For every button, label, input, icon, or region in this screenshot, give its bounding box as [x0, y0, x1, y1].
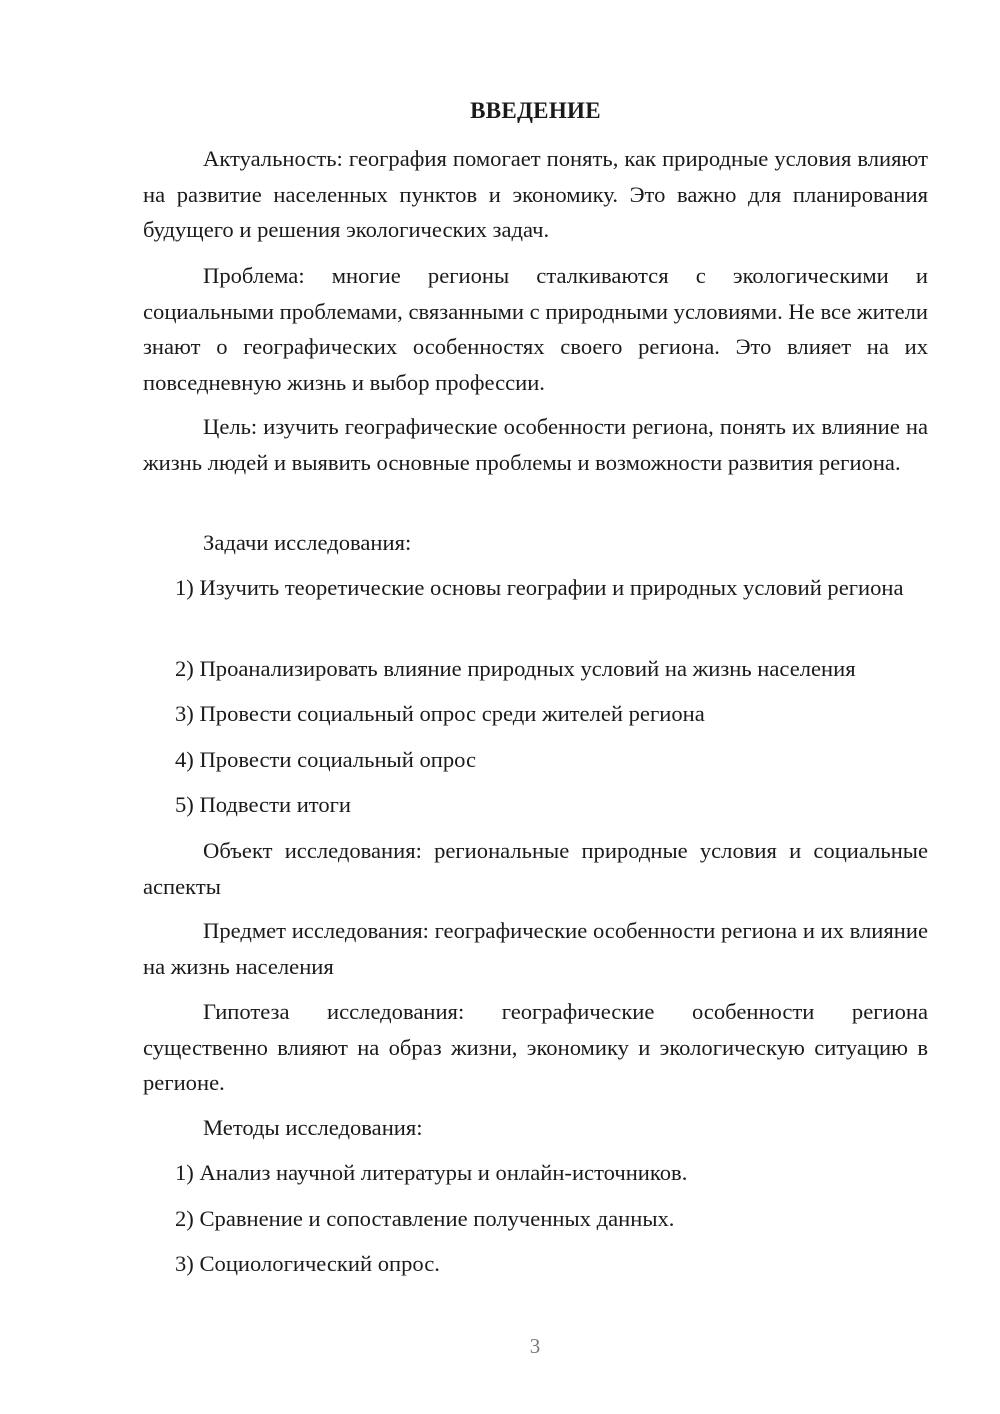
paragraph-subject: Предмет исследования: географические особенности региона и их влияние на жизнь населения: [143, 918, 928, 979]
paragraph-goal: Цель: изучить географические особенности региона, понять их влияние на жизнь людей и выявить основные проблемы и возможности развития региона.: [143, 414, 928, 475]
task-item-2: 2) Проанализировать влияние природных условий на жизнь населения: [175, 656, 856, 681]
page-title: ВВЕДЕНИЕ: [470, 98, 601, 123]
paragraph-hypothesis: Гипотеза исследования: географические особенности региона существенно влияют на образ жизни, экономику и экологическую ситуацию в регионе.: [143, 999, 928, 1095]
task-item-4: 4) Провести социальный опрос: [175, 747, 477, 772]
paragraph-relevance: Актуальность: география помогает понять, как природные условия влияют на развитие населенных пунктов и экономику. Это важно для планирования будущего и решения экологических задач.: [143, 146, 928, 242]
task-item-5: 5) Подвести итоги: [175, 792, 352, 817]
method-item-3: 3) Социологический опрос.: [175, 1251, 440, 1276]
methods-title: Методы исследования:: [203, 1115, 423, 1140]
task-item-3: 3) Провести социальный опрос среди жителей региона: [175, 701, 705, 726]
page-number: 3: [529, 1334, 541, 1358]
paragraph-object: Объект исследования: региональные природные условия и социальные аспекты: [143, 838, 928, 899]
paragraph-problem: Проблема: многие регионы сталкиваются с экологическими и социальными проблемами, связанными с природными условиями. Не все жители знают о географических особенностях своего региона. Это влияет на их повседневную жизнь и выбор профессии.: [143, 263, 928, 395]
method-item-2: 2) Сравнение и сопоставление полученных данных.: [175, 1206, 675, 1231]
tasks-title: Задачи исследования:: [203, 530, 412, 555]
task-item-1: 1) Изучить теоретические основы географии и природных условий региона: [175, 575, 904, 600]
method-item-1: 1) Анализ научной литературы и онлайн-источников.: [175, 1160, 688, 1185]
